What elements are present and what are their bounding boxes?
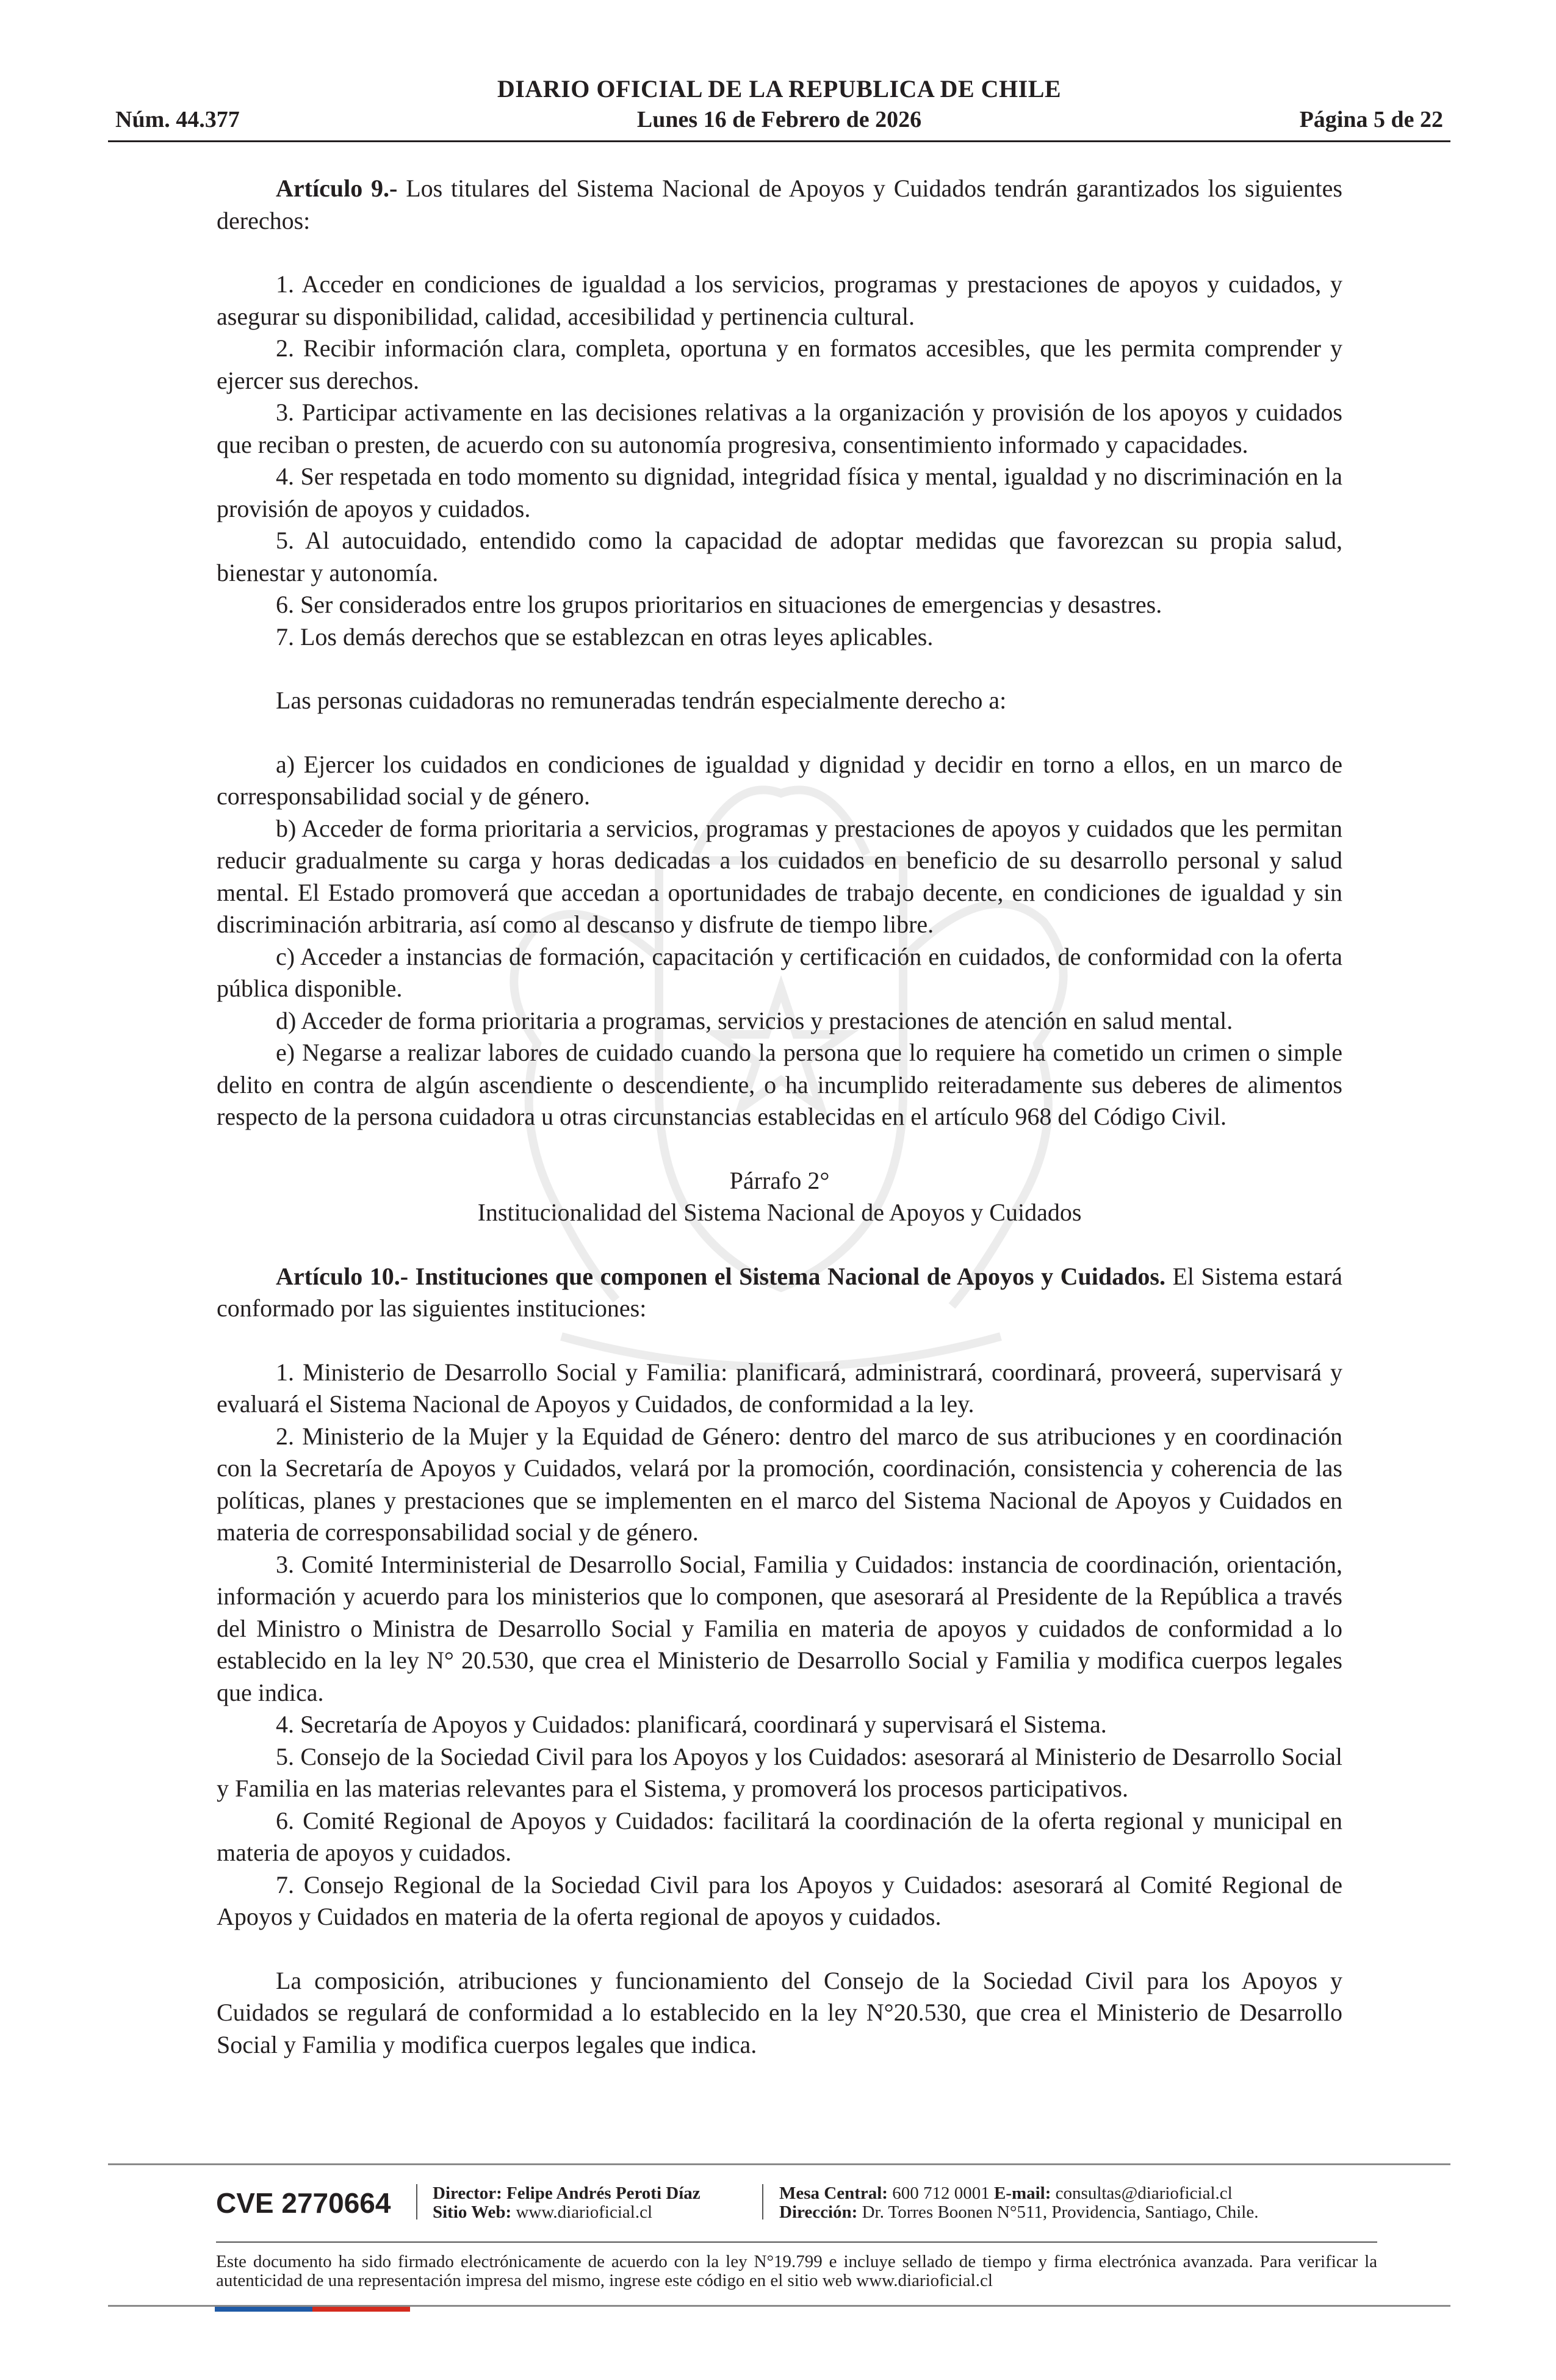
section-subtitle: Institucionalidad del Sistema Nacional de Apoyos y Cuidados (477, 1199, 1082, 1226)
footer-contact-block: Mesa Central: 600 712 0001 E-mail: consultas@diarioficial.cl Dirección: Dr. Torres Boonen N°511, Providencia, Santiago, Chile. (779, 2183, 1259, 2222)
caregiver-item: e) Negarse a realizar labores de cuidado cuando la persona que lo requiere ha cometido un crimen o simple delito en contra de algún ascendiente o descendiente, o ha incumplido reiteradamente sus deberes de alimentos respecto de la persona cuidadora u otras circunstancias establecidas en el artículo 968 del Código Civil. (217, 1039, 1342, 1130)
article-9-item: 4. Ser respetada en todo momento su dignidad, integridad física y mental, igualdad y no discriminación en la provisión de apoyos y cuidados. (217, 463, 1342, 522)
address-text: Dr. Torres Boonen N°511, Providencia, Santiago, Chile. (862, 2202, 1259, 2222)
website-link[interactable]: www.diarioficial.cl (516, 2202, 653, 2222)
article-10-item: 2. Ministerio de la Mujer y la Equidad de Género: dentro del marco de sus atribuciones y en coordinación con la Secretaría de Apoyos y Cuidados, velará por la promoción, coordinación, consistencia y coherencia de las políticas, planes y prestaciones que se implementen en el marco del Sistema Nacional de Apoyos y Cuidados en materia de corresponsabilidad social y de género. (217, 1422, 1342, 1546)
article-10-heading: Artículo 10.- Instituciones que componen el Sistema Nacional de Apoyos y Cuidados. (276, 1262, 1165, 1290)
footer-separator (416, 2184, 417, 2220)
footer-rule-top (108, 2163, 1450, 2165)
issue-number: Núm. 44.377 (115, 107, 240, 132)
cve-code: CVE 2770664 (216, 2187, 391, 2219)
article-10-item: 6. Comité Regional de Apoyos y Cuidados: facilitará la coordinación de la oferta regional y municipal en materia de apoyos y cuidados. (217, 1806, 1342, 1866)
gazette-header (108, 74, 1450, 146)
gazette-footer (108, 2163, 1450, 2316)
article-10-closing: La composición, atribuciones y funcionamiento del Consejo de la Sociedad Civil para los Apoyos y Cuidados se regulará de conformidad a lo establecido en la ley N°20.530, que crea el Ministerio de Desarrollo Social y Familia y modifica cuerpos legales que indica. (217, 1966, 1342, 2058)
caregiver-item: d) Acceder de forma prioritaria a programas, servicios y prestaciones de atención en salud mental. (276, 1006, 1233, 1034)
article-10-item: 3. Comité Interministerial de Desarrollo Social, Familia y Cuidados: instancia de coordinación, orientación, información y acuerdo para los ministerios que lo componen, que asesorará al Presidente de la República a través del Ministro o Ministra de Desarrollo Social y Familia en materia de apoyos y cuidados de conformidad a lo establecido en la ley N° 20.530, que crea el Ministerio de Desarrollo Social y Familia y modifica cuerpos legales que indica. (217, 1550, 1342, 1706)
article-9-item: 2. Recibir información clara, completa, oportuna y en formatos accesibles, que les permita comprender y ejercer sus derechos. (217, 334, 1342, 394)
article-10-item: 5. Consejo de la Sociedad Civil para los Apoyos y los Cuidados: asesorará al Ministerio de Desarrollo Social y Familia en las materias relevantes para el Sistema, y promoverá los procesos participativos. (217, 1742, 1342, 1802)
caregivers-intro: Las personas cuidadoras no remuneradas tendrán especialmente derecho a: (276, 687, 1007, 714)
flag-stripe-red (312, 2307, 410, 2312)
signature-note: Este documento ha sido firmado electrónicamente de acuerdo con la ley N°19.799 e incluye sellado de tiempo y firma electrónica avanzada. Para verificar la autenticidad de una representación impresa del mismo, ingrese este código en el sitio web www.diarioficial.cl (216, 2252, 1377, 2290)
gazette-title: DIARIO OFICIAL DE LA REPUBLICA DE CHILE (497, 75, 1062, 103)
page-indicator: Página 5 de 22 (1299, 107, 1443, 132)
article-10-item: 7. Consejo Regional de la Sociedad Civil para los Apoyos y Cuidados: asesorará al Comité Regional de Apoyos y Cuidados en materia de la oferta regional de apoyos y cuidados. (217, 1870, 1342, 1930)
article-9-item: 6. Ser considerados entre los grupos prioritarios en situaciones de emergencias y desastres. (276, 591, 1162, 618)
director-name: Felipe Andrés Peroti Díaz (506, 2183, 701, 2203)
article-9-item: 7. Los demás derechos que se establezcan en otras leyes aplicables. (276, 622, 934, 651)
document-body (217, 173, 1342, 2061)
article-9-intro: Artículo 9.- Los titulares del Sistema Nacional de Apoyos y Cuidados tendrán garantizados los siguientes derechos: (217, 175, 1342, 234)
phone-number: 600 712 0001 (892, 2183, 990, 2203)
article-10-intro: Artículo 10.- Instituciones que componen el Sistema Nacional de Apoyos y Cuidados. El Sistema estará conformado por las siguientes instituciones: (217, 1262, 1343, 1322)
section-title: Párrafo 2° (729, 1166, 830, 1194)
article-10-item: 1. Ministerio de Desarrollo Social y Familia: planificará, administrará, coordinará, proveerá, supervisará y evaluará el Sistema Nacional de Apoyos y Cuidados, de conformidad a la ley. (217, 1358, 1342, 1418)
article-9-item: 1. Acceder en condiciones de igualdad a los servicios, programas y prestaciones de apoyos y cuidados, y asegurar su disponibilidad, calidad, accesibilidad y pertinencia cultural. (217, 270, 1342, 330)
footer-separator (762, 2184, 763, 2220)
email-link[interactable]: consultas@diarioficial.cl (1055, 2183, 1233, 2203)
caregiver-item: c) Acceder a instancias de formación, capacitación y certificación en cuidados, de conformidad con la oferta pública disponible. (217, 942, 1342, 1002)
flag-stripe-blue (215, 2307, 312, 2312)
article-9-heading: Artículo 9.- (276, 175, 398, 202)
caregiver-item: a) Ejercer los cuidados en condiciones de igualdad y dignidad y decidir en torno a ellos, en un marco de corresponsabilidad social y de género. (217, 750, 1342, 810)
footer-director-block: Director: Felipe Andrés Peroti Díaz Sitio Web: www.diarioficial.cl (433, 2183, 701, 2222)
article-9-item: 3. Participar activamente en las decisiones relativas a la organización y provisión de los apoyos y cuidados que reciban o presten, de acuerdo con su autonomía progresiva, consentimiento informado y capacidades. (217, 398, 1342, 458)
article-9-item: 5. Al autocuidado, entendido como la capacidad de adoptar medidas que favorezcan su propia salud, bienestar y autonomía. (217, 527, 1342, 586)
header-rule (108, 140, 1450, 142)
issue-date: Lunes 16 de Febrero de 2026 (636, 107, 922, 132)
article-10-item: 4. Secretaría de Apoyos y Cuidados: planificará, coordinará y supervisará el Sistema. (276, 1711, 1107, 1738)
footer-rule-mid (216, 2241, 1377, 2243)
caregiver-item: b) Acceder de forma prioritaria a servicios, programas y prestaciones de apoyos y cuidados que les permitan reducir gradualmente su carga y horas dedicadas a los cuidados en beneficio de su desarrollo personal y salud mental. El Estado promoverá que accedan a oportunidades de trabajo decente, en condiciones de igualdad y sin discriminación arbitraria, así como al descanso y disfrute de tiempo libre. (217, 814, 1342, 938)
